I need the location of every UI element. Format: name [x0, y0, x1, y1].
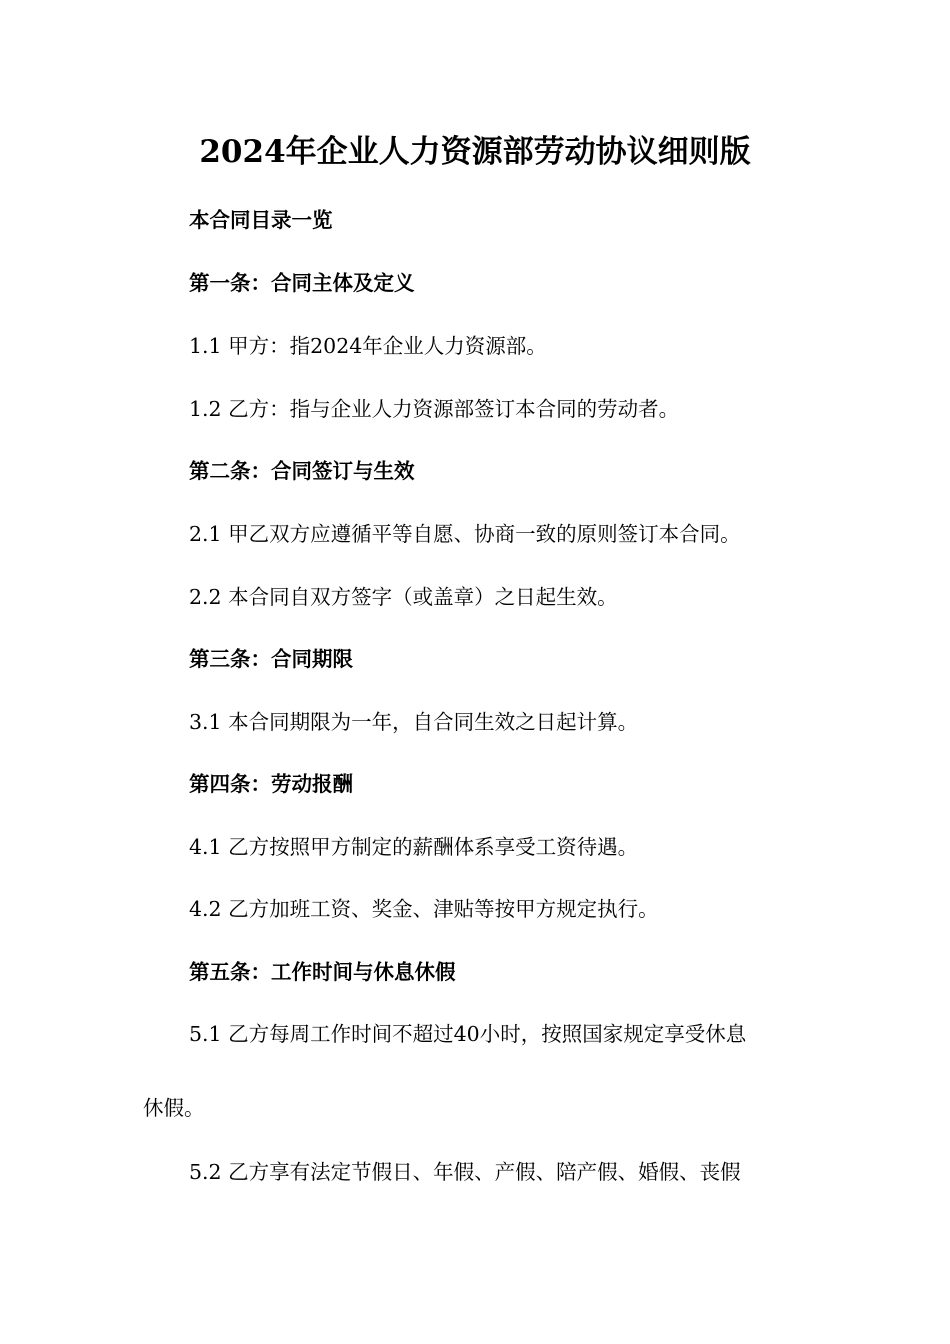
clause-3-1: 3.1 本合同期限为一年，自合同生效之日起计算。	[189, 710, 639, 734]
toc-heading: 本合同目录一览	[189, 208, 333, 232]
clause-2-1: 2.1 甲乙双方应遵循平等自愿、协商一致的原则签订本合同。	[189, 522, 741, 546]
section-heading-3: 第三条：合同期限	[189, 647, 353, 671]
clause-1-1: 1.1 甲方：指2024年企业人力资源部。	[189, 334, 547, 358]
clause-5-2: 5.2 乙方享有法定节假日、年假、产假、陪产假、婚假、丧假	[189, 1160, 741, 1184]
section-heading-2: 第二条：合同签订与生效	[189, 459, 415, 483]
section-heading-5: 第五条：工作时间与休息休假	[189, 960, 456, 984]
document-title: 2024年企业人力资源部劳动协议细则版	[199, 134, 751, 170]
clause-4-2: 4.2 乙方加班工资、奖金、津贴等按甲方规定执行。	[189, 897, 659, 921]
section-heading-1: 第一条：合同主体及定义	[189, 271, 415, 295]
clause-5-1-continuation: 休假。	[143, 1096, 205, 1120]
clause-1-2: 1.2 乙方：指与企业人力资源部签订本合同的劳动者。	[189, 397, 680, 421]
clause-5-1: 5.1 乙方每周工作时间不超过40小时，按照国家规定享受休息	[189, 1022, 747, 1046]
clause-4-1: 4.1 乙方按照甲方制定的薪酬体系享受工资待遇。	[189, 835, 639, 859]
clause-2-2: 2.2 本合同自双方签字（或盖章）之日起生效。	[189, 585, 618, 609]
section-heading-4: 第四条：劳动报酬	[189, 772, 353, 796]
